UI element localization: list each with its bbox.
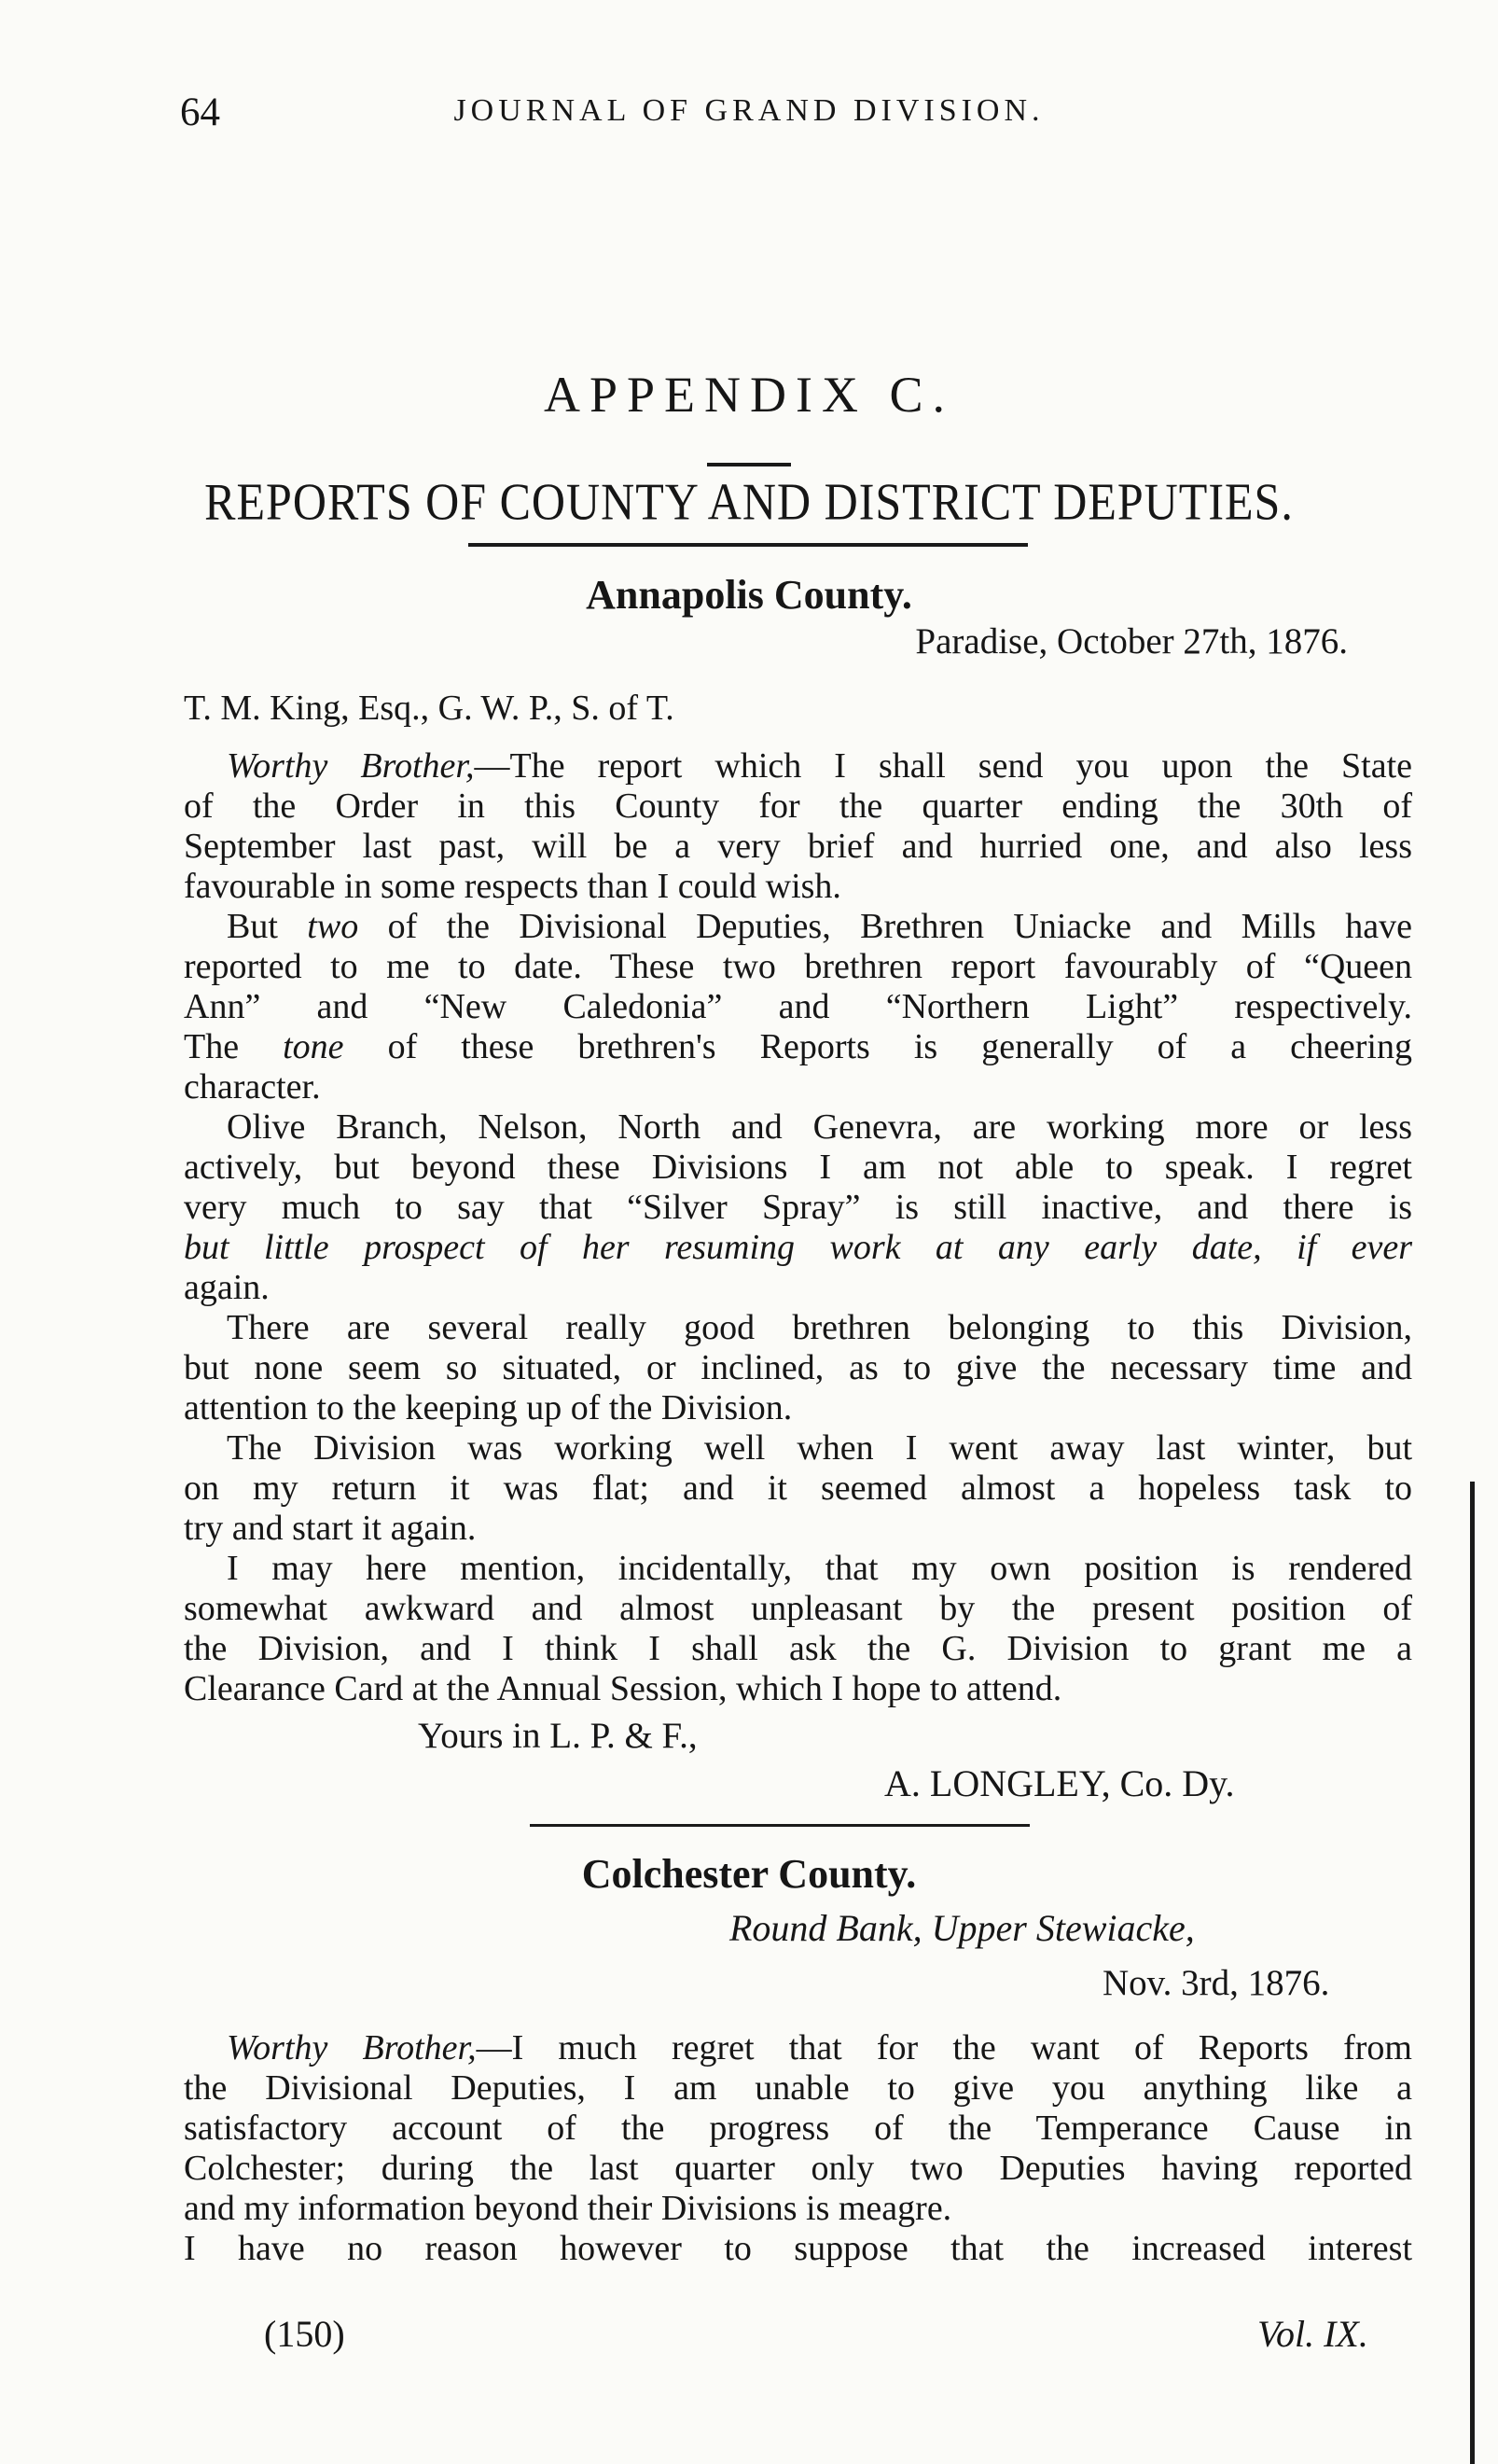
emphasis: two [307, 907, 359, 946]
closing: Yours in L. P. & F., [418, 1716, 698, 1756]
colchester-date: Nov. 3rd, 1876. [1103, 1963, 1330, 2003]
colchester-line-1 [227, 2028, 1412, 2067]
salutation: Worthy Brother, [227, 746, 475, 786]
text: of these brethren's Reports is generally of a cheering [343, 1027, 1412, 1066]
text: —The report which I shall send you upon the State [474, 746, 1412, 786]
annapolis-line-15: There are several really good brethren belonging to this Division, [227, 1308, 1412, 1347]
annapolis-line-10: Olive Branch, Nelson, North and Genevra, are working more or less [227, 1107, 1412, 1147]
annapolis-line-23: the Division, and I think I shall ask the G. Division to grant me a [184, 1629, 1412, 1668]
annapolis-line-20: try and start it again. [184, 1509, 477, 1548]
running-title: JOURNAL OF GRAND DIVISION. [453, 93, 1045, 128]
footer-volume: Vol. IX. [1257, 2313, 1368, 2355]
page-number: 64 [180, 90, 220, 134]
annapolis-line-17: attention to the keeping up of the Division. [184, 1388, 793, 1427]
colchester-line-4: Colchester; during the last quarter only two Deputies having reported [184, 2149, 1412, 2188]
annapolis-line-14: again. [184, 1268, 270, 1307]
colchester-place: Round Bank, Upper Stewiacke, [729, 1907, 1195, 1949]
annapolis-line-5 [227, 907, 1412, 946]
colchester-line-2: the Divisional Deputies, I am unable to give you anything like a [184, 2068, 1412, 2108]
colchester-line-6: I have no reason however to suppose that the increased interest [184, 2229, 1412, 2268]
text: But [227, 907, 308, 946]
colchester-line-5: and my information beyond their Divisions is meagre. [184, 2189, 952, 2228]
annapolis-line-24: Clearance Card at the Annual Session, which I hope to attend. [184, 1669, 1062, 1708]
annapolis-place-date: Paradise, October 27th, 1876. [915, 621, 1348, 661]
footer-signature-mark: (150) [264, 2313, 345, 2355]
annapolis-line-2: of the Order in this County for the quarter ending the 30th of [184, 787, 1412, 826]
text: The [184, 1027, 284, 1066]
annapolis-heading: Annapolis County. [586, 572, 912, 618]
colchester-heading: Colchester County. [581, 1851, 917, 1897]
annapolis-line-22: somewhat awkward and almost unpleasant by the present position of [184, 1589, 1412, 1628]
annapolis-line-12: very much to say that “Silver Spray” is still inactive, and there is [184, 1188, 1412, 1227]
annapolis-line-21: I may here mention, incidentally, that my own position is rendered [227, 1549, 1412, 1588]
text: —I much regret that for the want of Reports from [476, 2028, 1412, 2067]
annapolis-line-1 [227, 746, 1412, 786]
annapolis-line-7: Ann” and “New Caledonia” and “Northern Light” respectively. [184, 987, 1412, 1026]
divider-rule [530, 1824, 1030, 1827]
annapolis-line-16: but none seem so situated, or inclined, as to give the necessary time and [184, 1348, 1412, 1387]
annapolis-line-11: actively, but beyond these Divisions I am not able to speak. I regret [184, 1148, 1412, 1187]
emphasis: tone [283, 1027, 344, 1066]
annapolis-line-6: reported to me to date. These two brethren report favourably of “Queen [184, 947, 1412, 986]
annapolis-line-3: September last past, will be a very brief and hurried one, and also less [184, 827, 1412, 866]
annapolis-line-13: but little prospect of her resuming work at any early date, if ever [184, 1228, 1412, 1267]
salutation: Worthy Brother, [227, 2028, 477, 2067]
annapolis-line-9: character. [184, 1067, 321, 1107]
section-rule [468, 543, 1028, 547]
annapolis-line-19: on my return it was flat; and it seemed almost a hopeless task to [184, 1469, 1412, 1508]
annapolis-line-8 [184, 1027, 1412, 1066]
annapolis-line-4: favourable in some respects than I could wish. [184, 867, 841, 906]
text: of the Divisional Deputies, Brethren Uniacke and Mills have [358, 907, 1413, 946]
annapolis-addressee: T. M. King, Esq., G. W. P., S. of T. [184, 689, 674, 728]
appendix-title: APPENDIX C. [543, 367, 955, 423]
colchester-line-3: satisfactory account of the progress of the Temperance Cause in [184, 2109, 1412, 2148]
annapolis-line-18: The Division was working well when I went away last winter, but [227, 1428, 1412, 1468]
signature: A. LONGLEY, Co. Dy. [884, 1762, 1235, 1804]
scan-margin-bar [1470, 1482, 1475, 2464]
short-rule [707, 463, 791, 466]
section-title: REPORTS OF COUNTY AND DISTRICT DEPUTIES. [204, 472, 1294, 531]
